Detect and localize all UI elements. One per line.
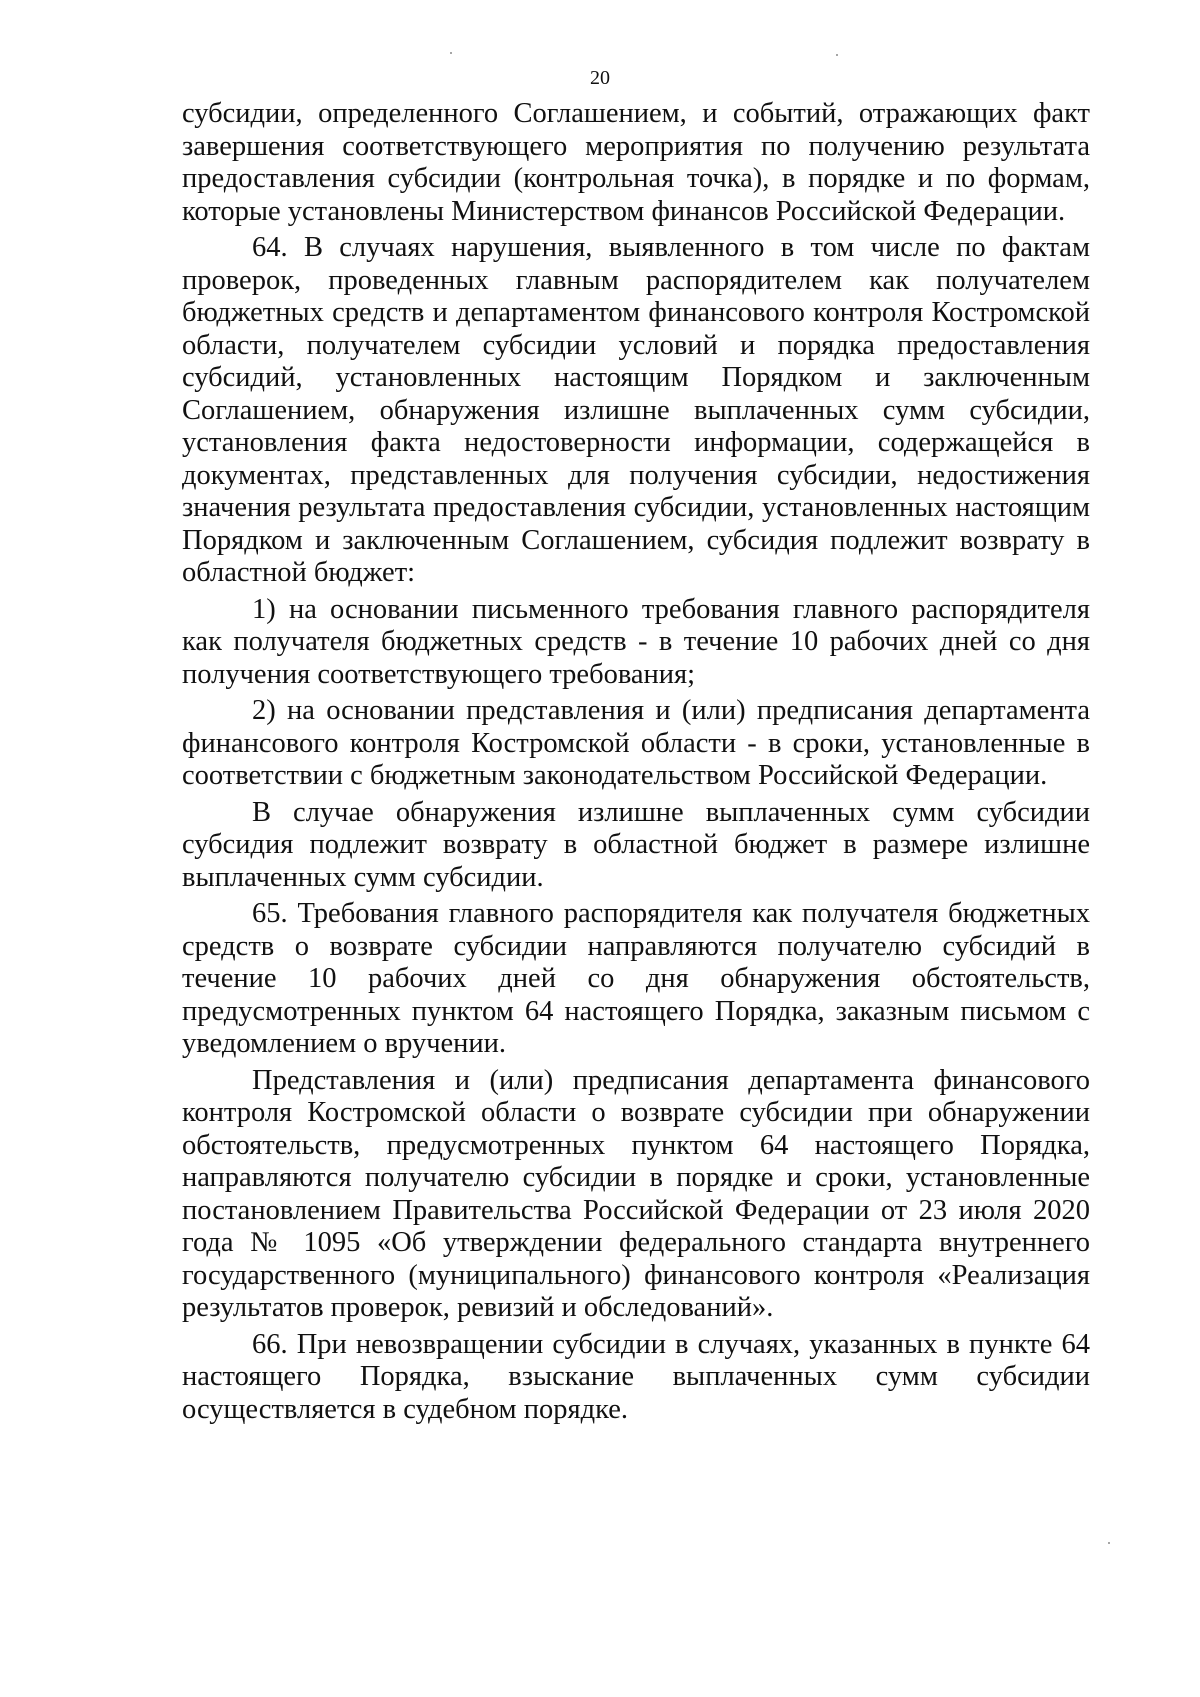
paragraph-item-65: 65. Требования главного распорядителя как получателя бюджетных средств о возврате субсидии направляются получателю субсидий в течение 10 рабочих дней со дня обнаружения обстоятельств, предусмотренных пунктом 64 настоящего Порядка, заказным письмом с уведомлением о вручении. [182,898,1090,1059]
paragraph-continuation: субсидии, определенного Соглашением, и событий, отражающих факт завершения соответствующего мероприятия по получению результата предоставления субсидии (контрольная точка), в порядке и по формам, которые установлены Министерством финансов Российской Федерации. [182,98,1090,227]
paragraph-subitem-1: 1) на основании письменного требования главного распорядителя как получателя бюджетных средств - в течение 10 рабочих дней со дня получения соответствующего требования; [182,593,1090,690]
scan-speck [836,54,838,56]
paragraph-item-64: 64. В случаях нарушения, выявленного в том числе по фактам проверок, проведенных главным распорядителем как получателем бюджетных средств и департаментом финансового контроля Костромской области, получателем субсидии условий и порядка предоставления субсидий, установленных настоящим Порядком и заключенным Соглашением, обнаружения излишне выплаченных сумм субсидии, установления факта недостоверности информации, содержащейся в документах, представленных для получения субсидии, недостижения значения результата предоставления субсидии, установленных настоящим Порядком и заключенным Соглашением, субсидия подлежит возврату в областной бюджет: [182,232,1090,588]
scan-speck [1108,1542,1110,1544]
paragraph-excess-payment: В случае обнаружения излишне выплаченных сумм субсидии субсидия подлежит возврату в областной бюджет в размере излишне выплаченных сумм субсидии. [182,796,1090,893]
paragraph-subitem-2: 2) на основании представления и (или) предписания департамента финансового контроля Костромской области - в сроки, установленные в соответствии с бюджетным законодательством Российской Федерации. [182,695,1090,791]
page-number: 20 [590,67,610,89]
document-body [182,98,1090,1426]
paragraph-item-66: 66. При невозвращении субсидии в случаях, указанных в пункте 64 настоящего Порядка, взыскание выплаченных сумм субсидии осуществляется в судебном порядке. [182,1328,1090,1425]
paragraph-representations: Представления и (или) предписания департамента финансового контроля Костромской области о возврате субсидии при обнаружении обстоятельств, предусмотренных пунктом 64 настоящего Порядка, направляются получателю субсидии в порядке и сроки, установленные постановлением Правительства Российской Федерации от 23 июля 2020 года № 1095 «Об утверждении федерального стандарта внутреннего государственного (муниципального) финансового контроля «Реализация результатов проверок, ревизий и обследований». [182,1064,1090,1323]
scan-speck [450,52,452,54]
